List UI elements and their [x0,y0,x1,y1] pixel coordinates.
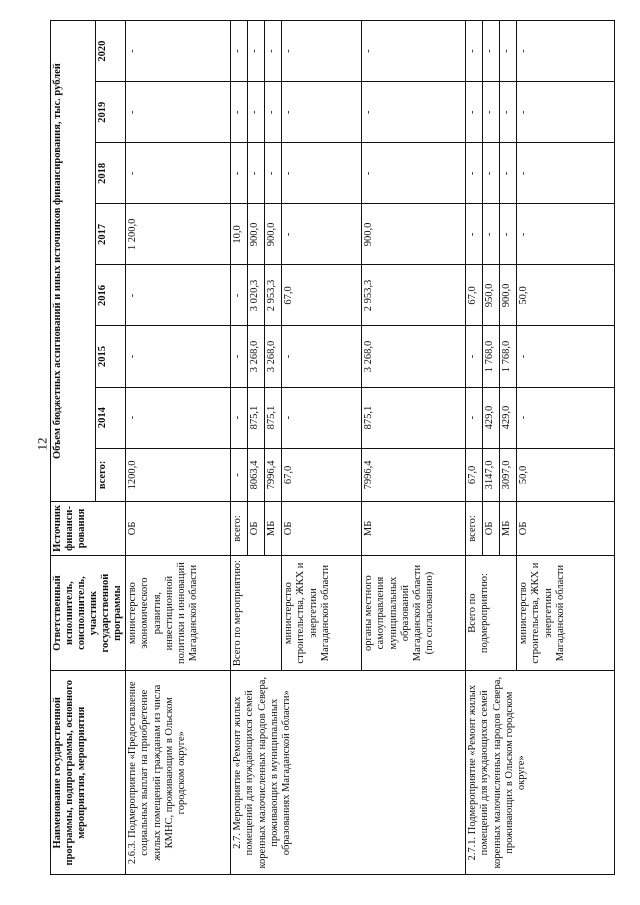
row-value: 50,0 [517,265,615,326]
header-responsible: Ответственный исполнитель, соисполнитель, участник государственной программы [51,555,126,671]
row-source: всего: [231,502,248,556]
row-value: - [483,21,500,82]
row-value: - [231,82,248,143]
row-value: 3 268,0 [362,326,466,387]
header-year: 2018 [96,143,126,204]
row-total: 8063,4 [248,448,265,502]
header-year: 2019 [96,82,126,143]
row-value: 3 020,3 [248,265,265,326]
financing-table [50,20,615,875]
header-source: Источник финанси-рования [51,502,126,556]
row-value: - [483,204,500,265]
row-value: - [517,204,615,265]
row-total: 7996,4 [265,448,282,502]
row-total: 7996,4 [362,448,466,502]
header-year: 2016 [96,265,126,326]
row-value: - [466,143,483,204]
header-year: 2015 [96,326,126,387]
table-row [126,21,231,875]
row-value: 900,0 [362,204,466,265]
row-value: 67,0 [282,265,362,326]
row-value: - [248,143,265,204]
row-responsible: Всего по мероприятию: [231,555,282,671]
header-year: 2014 [96,387,126,448]
table-row [466,21,483,875]
row-total: 67,0 [466,448,483,502]
row-value: 429,0 [500,387,517,448]
row-name: 2.7. Мероприятие «Ремонт жилых помещений для нуждающихся семей коренных малочисленных народов Севера, проживающих в муниципальных образованиях Магаданской области» [231,671,466,875]
row-value: - [231,21,248,82]
row-total: 3147,0 [483,448,500,502]
row-value: 900,0 [265,204,282,265]
row-name: 2.6.3. Подмероприятие «Предоставление социальных выплат на приобретение жилых помещений гражданам из числа КМНС, проживающим в Ольском городском округе» [126,671,231,875]
row-source: ОБ [282,502,362,556]
row-value: - [500,204,517,265]
header-total: всего: [96,448,126,502]
row-total: - [231,448,248,502]
row-value: - [362,21,466,82]
header-year: 2020 [96,21,126,82]
row-value: - [517,82,615,143]
row-value: - [362,82,466,143]
row-value: - [126,82,231,143]
row-source: ОБ [483,502,500,556]
row-value: - [282,143,362,204]
row-value: - [231,143,248,204]
row-value: - [126,21,231,82]
row-value: - [517,387,615,448]
header-year: 2017 [96,204,126,265]
row-value: - [282,21,362,82]
row-value: - [282,82,362,143]
row-responsible: министерство экономического развития, инвестиционной политики и инноваций Магаданской области [126,555,231,671]
row-value: - [483,143,500,204]
header-volume: Объем бюджетных ассигнований и иных источников финансирования, тыс. рублей [51,21,96,502]
row-value: - [265,82,282,143]
row-value: - [466,82,483,143]
row-value: - [248,21,265,82]
row-value: - [500,82,517,143]
rotated-table-wrapper [50,20,610,875]
row-value: - [517,143,615,204]
row-value: 1 768,0 [483,326,500,387]
row-source: ОБ [248,502,265,556]
row-value: - [282,326,362,387]
row-value: - [126,326,231,387]
row-value: - [466,387,483,448]
row-value: 2 953,3 [362,265,466,326]
row-value: 10,0 [231,204,248,265]
row-value: - [500,21,517,82]
row-value: 900,0 [500,265,517,326]
row-value: 875,1 [248,387,265,448]
row-value: 875,1 [265,387,282,448]
row-value: 1 768,0 [500,326,517,387]
table-row [231,21,248,875]
row-value: - [466,204,483,265]
row-value: - [500,143,517,204]
row-value: 67,0 [466,265,483,326]
row-value: - [517,326,615,387]
row-source: ОБ [517,502,615,556]
row-value: 2 953,3 [265,265,282,326]
row-value: - [231,265,248,326]
row-total: 67,0 [282,448,362,502]
row-value: - [282,387,362,448]
row-value: 429,0 [483,387,500,448]
row-responsible: органы местного самоуправления муниципальных образований Магаданской области (по согласованию) [362,555,466,671]
row-value: - [126,143,231,204]
header-name: Наименование государственной программы, подпрограммы, основного мероприятия, мероприятия [51,671,126,875]
row-responsible: министерство строительства, ЖКХ и энергетики Магаданской области [282,555,362,671]
row-source: МБ [362,502,466,556]
row-total: 50,0 [517,448,615,502]
row-name: 2.7.1. Подмероприятие «Ремонт жилых помещений для нуждающихся семей коренных малочисленных народов Севера, проживающих в Ольском городском округе» [466,671,615,875]
row-source: всего: [466,502,483,556]
row-source: МБ [265,502,282,556]
row-value: - [265,21,282,82]
row-source: ОБ [126,502,231,556]
row-source: МБ [500,502,517,556]
row-value: 3 268,0 [248,326,265,387]
row-value: - [466,326,483,387]
row-responsible: министерство строительства, ЖКХ и энергетики Магаданской области [517,555,615,671]
row-value: - [282,204,362,265]
row-value: - [483,82,500,143]
row-total: 1200,0 [126,448,231,502]
row-value: 950,0 [483,265,500,326]
row-value: - [231,326,248,387]
row-value: - [231,387,248,448]
row-value: 1 200,0 [126,204,231,265]
row-value: - [362,143,466,204]
row-value: - [265,143,282,204]
row-value: - [466,21,483,82]
row-value: 900,0 [248,204,265,265]
row-total: 3097,0 [500,448,517,502]
page-number: 12 [34,437,50,451]
row-value: - [126,387,231,448]
row-value: - [248,82,265,143]
row-value: - [126,265,231,326]
row-responsible: Всего по подмероприятию: [466,555,517,671]
row-value: 875,1 [362,387,466,448]
row-value: - [517,21,615,82]
row-value: 3 268,0 [265,326,282,387]
